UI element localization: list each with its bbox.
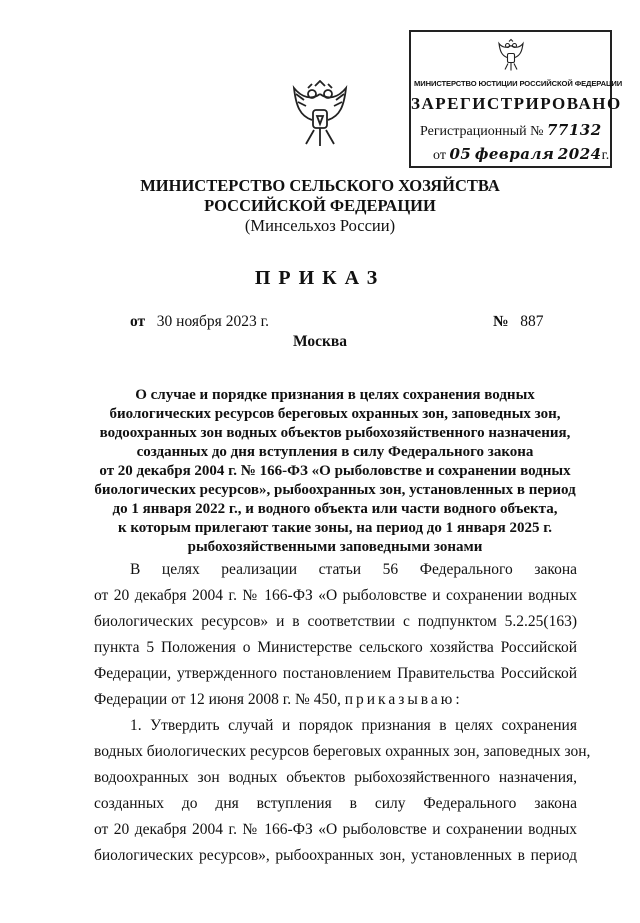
item-1-line: 1. Утвердить случай и порядок признания в целях сохранения [130,717,577,734]
subject-line: к которым прилегают такие зоны, на период до 1 января 2025 г. [117,520,553,536]
subject-line: биологических ресурсов», рыбоохранных зон, установленных в период [94,482,576,498]
item-1-paragraph [94,713,591,869]
item-1-line: созданных до дня вступления в силу Федерального закона [94,795,577,812]
stamp-date-day: 05 [449,145,472,163]
order-number-label: № [493,313,509,330]
stamp-status: ЗАРЕГИСТРИРОВАНО [411,94,622,113]
preamble-line: В целях реализации статьи 56 Федерального закона [130,561,577,578]
subject-line: созданных до дня вступления в силу Федерального закона [136,444,534,460]
preamble-line: от 20 декабря 2004 г. № 166-ФЗ «О рыболовстве и сохранении водных [94,587,577,604]
subject-line: биологических ресурсов береговых охранных зон, заповедных зон, [109,406,561,422]
eagle-emblem-icon [496,38,526,74]
subject-line: рыбохозяйственными заповедными зонами [187,539,483,555]
order-city: Москва [292,333,348,350]
order-word: приказываю: [344,691,463,708]
order-subject [90,386,580,557]
subject-line: до 1 января 2022 г., и водного объекта или части водного объекта, [112,501,558,517]
ministry-header [0,176,640,236]
item-1-line: от 20 декабря 2004 г. № 166-ФЗ «О рыболовстве и сохранении водных [94,821,577,838]
item-1-line: водоохранных зон водных объектов рыбохозяйственного назначения, [94,769,577,786]
preamble-last-line [94,687,577,713]
subject-line: от 20 декабря 2004 г. № 166-ФЗ «О рыболовстве и сохранении водных [99,463,571,479]
item-1-line: биологических ресурсов», рыбоохранных зон, установленных в период [94,847,577,864]
stamp-date-prefix: от [433,148,446,163]
stamp-date-suffix: г. [601,148,610,163]
stamp-ministry: МИНИСТЕРСТВО ЮСТИЦИИ РОССИЙСКОЙ ФЕДЕРАЦИИ [414,79,623,88]
ministry-name-line2: РОССИЙСКОЙ ФЕДЕРАЦИИ [204,196,436,215]
order-date-prefix: от [130,313,146,330]
preamble-line: Федерации от 12 июня 2008 г. № 450, [94,691,341,708]
stamp-date-month: февраля [474,145,555,163]
stamp-reg-value: 77132 [547,121,602,139]
item-1-line: водных биологических ресурсов береговых охранных зон, заповедных зон, [94,743,591,760]
eagle-emblem-icon [290,80,350,150]
registration-stamp [409,30,623,168]
subject-line: водоохранных зон водных объектов рыбохозяйственного назначения, [99,425,571,441]
order-number-value: 887 [520,313,544,330]
stamp-reg-label: Регистрационный № [420,124,544,139]
ministry-short-name: (Минсельхоз России) [244,216,396,235]
stamp-date-year: 2024 [557,145,602,163]
stamp-reg-date [433,145,609,164]
stamp-reg-number [420,121,602,140]
order-date [130,313,269,331]
preamble-line: пункта 5 Положения о Министерстве сельского хозяйства Российской [94,639,577,656]
order-title: ПРИКАЗ [254,267,386,289]
preamble-paragraph [94,557,577,713]
ministry-name-line1: МИНИСТЕРСТВО СЕЛЬСКОГО ХОЗЯЙСТВА [140,176,500,195]
subject-line: О случае и порядке признания в целях сохранения водных [135,387,535,403]
order-date-value: 30 ноября 2023 г. [156,313,270,330]
preamble-line: Федерации, утвержденного постановлением Правительства Российской [94,665,577,682]
preamble-line: биологических ресурсов» и в соответствии с подпунктом 5.2.25(163) [94,613,577,630]
order-number [493,313,543,331]
